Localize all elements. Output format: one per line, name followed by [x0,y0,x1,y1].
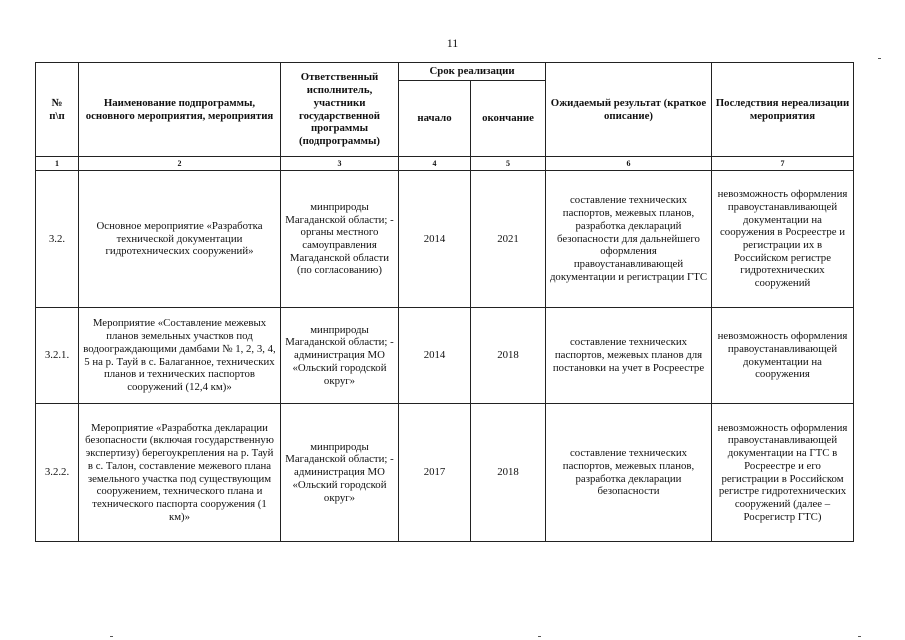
scan-mark [878,58,881,59]
start-year: 2017 [399,404,471,542]
header-num: № п\п [36,63,79,157]
expected-result: составление технических паспортов, межевых планов, разработка деклараций безопасности для дальнейшего оформления правоустанавливающей документации и регистрации ГТС [546,171,712,308]
column-number: 7 [712,157,854,171]
page-number: 11 [446,36,459,50]
scan-mark [858,636,861,637]
responsible-executor: минприроды Магаданской области; - администрация МО «Ольский городской округ» [281,308,399,404]
column-number: 2 [79,157,281,171]
table-row [36,308,854,404]
table-row [36,404,854,542]
column-number: 5 [471,157,546,171]
end-year: 2018 [471,308,546,404]
responsible-executor: минприроды Магаданской области; - органы местного самоуправления Магаданской области (по согласованию) [281,171,399,308]
non-implementation-consequences: невозможность оформления правоустанавливающей документации на сооружения в Росреестре и регистрации их в Российском регистре гидротехнических сооружений [712,171,854,308]
column-numbers-row [36,157,854,171]
start-year: 2014 [399,171,471,308]
column-number: 4 [399,157,471,171]
program-activities-table [35,62,854,542]
scan-mark [538,636,541,637]
table-row [36,171,854,308]
scan-mark [110,636,113,637]
header-consequences: Последствия нереализации мероприятия [712,63,854,157]
end-year: 2021 [471,171,546,308]
header-end: окончание [471,81,546,157]
column-number: 3 [281,157,399,171]
start-year: 2014 [399,308,471,404]
non-implementation-consequences: невозможность оформления правоустанавливающей документации на ГТС в Росреестре и его регистрации в Российском регистре гидротехнических сооружений (далее – Росрегистр ГТС) [712,404,854,542]
row-number: 3.2. [36,171,79,308]
activity-name: Основное мероприятие «Разработка технической документации гидротехнических сооружений» [79,171,281,308]
expected-result: составление технических паспортов, межевых планов, разработка декларации безопасности [546,404,712,542]
activity-name: Мероприятие «Составление межевых планов земельных участков под водоограждающими дамбами № 1, 2, 3, 4, 5 на р. Тауй в с. Балаганное, технических планов и технических паспортов сооружений (12,4 км)» [79,308,281,404]
header-expected: Ожидаемый результат (краткое описание) [546,63,712,157]
row-number: 3.2.2. [36,404,79,542]
column-number: 6 [546,157,712,171]
activity-name: Мероприятие «Разработка декларации безопасности (включая государственную экспертизу) берегоукрепления на р. Тауй в с. Талон, составление межевого плана земельного участка под существующим сооружением, технического плана и технического паспорта сооружения (1 км)» [79,404,281,542]
non-implementation-consequences: невозможность оформления правоустанавливающей документации на сооружения [712,308,854,404]
header-responsible: Ответственный исполнитель, участники государственной программы (подпрограммы) [281,63,399,157]
responsible-executor: минприроды Магаданской области; - администрация МО «Ольский городской округ» [281,404,399,542]
header-name: Наименование подпрограммы, основного мероприятия, мероприятия [79,63,281,157]
column-number: 1 [36,157,79,171]
header-start: начало [399,81,471,157]
end-year: 2018 [471,404,546,542]
header-period: Срок реализации [399,63,546,81]
row-number: 3.2.1. [36,308,79,404]
expected-result: составление технических паспортов, межевых планов для постановки на учет в Росреестре [546,308,712,404]
